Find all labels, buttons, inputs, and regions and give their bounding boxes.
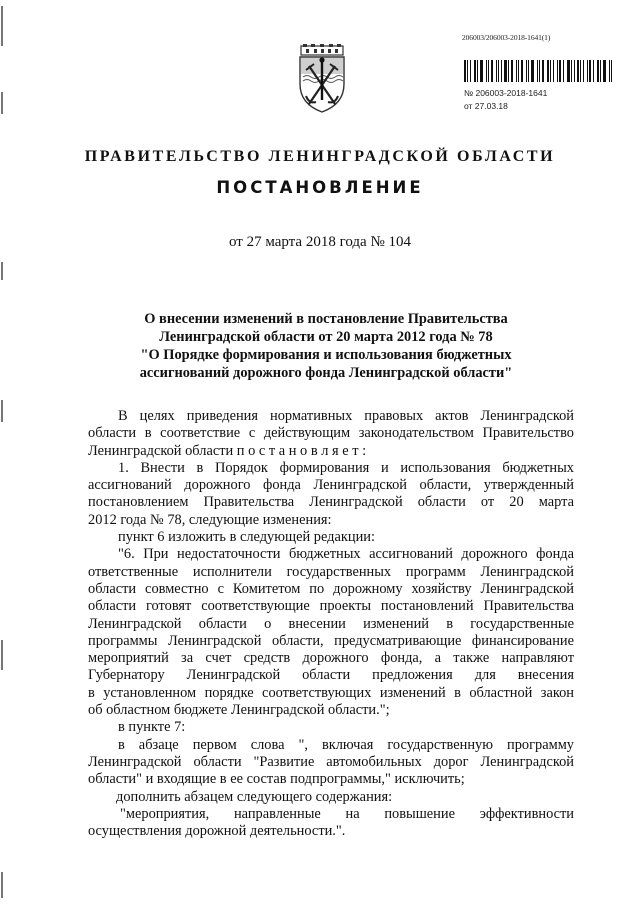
barcode-bar	[577, 60, 579, 82]
barcode-bar	[486, 60, 487, 82]
barcode-bar	[583, 60, 584, 82]
body-line: области в соответствие с действующим законодательством Правительство	[88, 425, 574, 442]
body-line: "мероприятия, направленные на повышение эффективности	[120, 805, 574, 822]
body-line: дополнить абзацем следующего содержания:	[116, 788, 393, 805]
body-line: ассигнований дорожного фонда Ленинградской области, утвержденный	[88, 477, 574, 494]
barcode-bar	[480, 60, 483, 82]
barcode-bar	[488, 60, 489, 82]
subject-line: ассигнований дорожного фонда Ленинградской области"	[139, 365, 513, 381]
body-line: "6. При недостаточности бюджетных ассигнований дорожного фонда	[118, 546, 574, 563]
barcode-bar	[467, 60, 468, 82]
barcode-bar	[491, 60, 493, 82]
barcode-bar	[498, 60, 499, 82]
barcode-bar	[526, 60, 527, 82]
barcode-bar	[521, 60, 523, 82]
barcode-bar	[531, 60, 534, 82]
body-line: В целях приведения нормативных правовых актов Ленинградской	[118, 408, 574, 424]
barcode-bar	[563, 60, 564, 82]
document-type-title: ПОСТАНОВЛЕНИЕ	[216, 178, 424, 197]
barcode-bar	[477, 60, 478, 82]
barcode-bar	[589, 60, 591, 82]
barcode-bar	[508, 60, 509, 82]
barcode-bar	[593, 60, 594, 82]
barcode-bar	[580, 60, 581, 82]
body-line: Ленинградской области о внесении изменений в государственные	[88, 615, 574, 632]
body-line: постановлением Правительства Ленинградской области от 20 марта	[88, 494, 574, 511]
body-line: области готовят соответствующие проекты постановлений Правительства	[88, 598, 574, 615]
barcode-bar	[557, 60, 558, 82]
barcode-bar	[559, 60, 561, 82]
barcode-bar	[550, 60, 551, 82]
document-body	[88, 408, 574, 840]
issuer-title: ПРАВИТЕЛЬСТВО ЛЕНИНГРАДСКОЙ ОБЛАСТИ	[84, 148, 556, 165]
subject-line: "О Порядке формирования и использования бюджетных	[140, 347, 512, 363]
body-line: 2012 года № 78, следующие изменения:	[88, 511, 332, 528]
registration-number: 206003/206003-2018-1641(1)	[462, 33, 551, 42]
body-line: пункт 6 изложить в следующей редакции:	[118, 529, 375, 546]
barcode-bar	[597, 60, 599, 82]
barcode-bar	[603, 60, 606, 82]
body-line: Губернатору Ленинградской области предложения для внесения	[88, 667, 574, 684]
body-line: в установленном порядке соответствующих изменений в областной закон	[88, 684, 574, 701]
body-line: в абзаце первом слова ", включая государственную программу	[118, 736, 574, 753]
barcode-bar	[537, 60, 538, 82]
barcode-bar	[542, 60, 544, 82]
body-line: осуществления дорожной деятельности.".	[88, 823, 346, 840]
body-line: 1. Внести в Порядок формирования и использования бюджетных	[118, 459, 574, 476]
body-line: программы Ленинградской области, предусматривающие финансирование	[88, 632, 574, 649]
barcode-bar	[464, 60, 466, 82]
body-line: области" и входящие в ее состав подпрограммы," исключить;	[88, 771, 465, 788]
barcode-bar	[496, 60, 497, 82]
barcode-bar	[539, 60, 540, 82]
body-line: Ленинградской области п о с т а н о в л я е т :	[88, 442, 367, 459]
barcode	[464, 60, 614, 82]
barcode-bar	[571, 60, 572, 82]
barcode-bar	[474, 60, 476, 82]
scan-edge-mark	[1, 872, 3, 898]
scan-edge-mark	[1, 640, 3, 670]
scan-edge-mark	[1, 92, 3, 114]
barcode-bar	[587, 60, 588, 82]
body-line: об областном бюджете Ленинградской области.";	[88, 702, 390, 719]
barcode-bar	[504, 60, 507, 82]
barcode-bar	[470, 60, 471, 82]
barcode-bar	[567, 60, 570, 82]
subject-line: Ленинградской области от 20 марта 2012 года № 78	[159, 329, 493, 345]
body-line: Ленинградской области "Развитие автомобильных дорог Ленинградской	[88, 753, 574, 770]
barcode-bar	[501, 60, 502, 82]
body-line: ответственные исполнители государственных программ Ленинградской	[88, 563, 574, 580]
document-date-number: от 27 марта 2018 года № 104	[228, 234, 412, 250]
body-line: области совместно с Комитетом по дорожному хозяйству Ленинградской	[88, 580, 574, 597]
barcode-date-line: от 27.03.18	[464, 101, 508, 111]
scan-edge-mark	[1, 6, 3, 46]
body-line: в пункте 7:	[118, 719, 186, 736]
barcode-bar	[528, 60, 529, 82]
barcode-bar	[609, 60, 610, 82]
coat-of-arms-emblem	[297, 44, 347, 114]
barcode-number-line: № 206003-2018-1641	[464, 88, 548, 98]
barcode-bar	[511, 60, 513, 82]
barcode-bar	[574, 60, 575, 82]
scan-edge-mark	[1, 400, 3, 422]
barcode-bar	[547, 60, 549, 82]
barcode-bar	[516, 60, 517, 82]
body-line: мероприятий за счет средств дорожного фонда, а также направляют	[88, 650, 574, 667]
scan-edge-mark	[1, 262, 3, 280]
document-subject	[110, 310, 542, 382]
subject-line: О внесении изменений в постановление Правительства	[144, 311, 508, 327]
barcode-bar	[611, 60, 612, 82]
barcode-bar	[518, 60, 519, 82]
barcode-bar	[553, 60, 554, 82]
barcode-bar	[600, 60, 601, 82]
